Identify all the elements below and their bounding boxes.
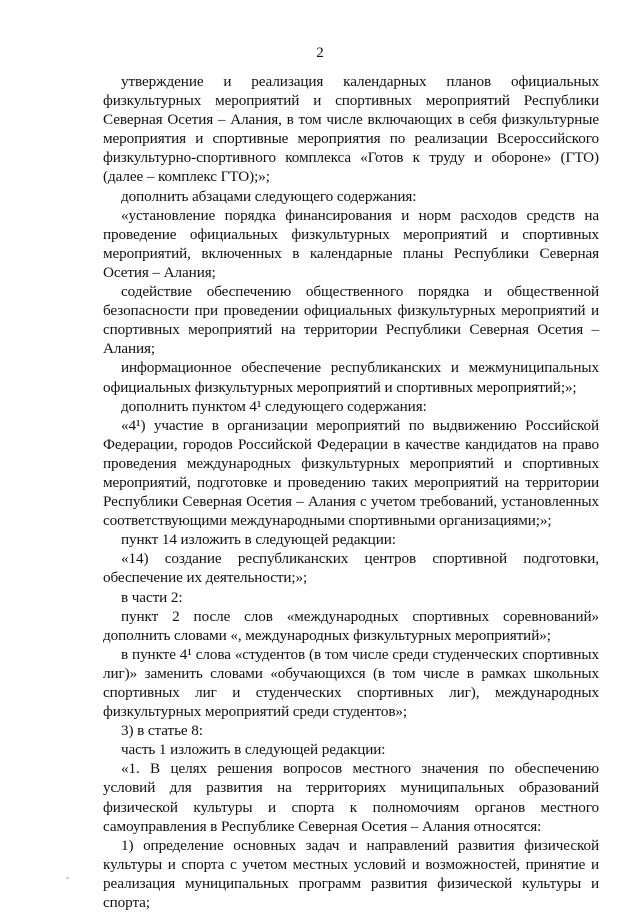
page-number: 2 (316, 45, 324, 61)
document-body (103, 72, 599, 912)
paragraph-add-item-4-1-intro: дополнить пунктом 4¹ следующего содержания: (121, 397, 427, 415)
paragraph-public-order: содействие обеспечению общественного порядка и общественной безопасности при проведении официальных физкультурных мероприятий и спортивных мероприятий на территории Республики Северная Осетия – Алания; (103, 283, 599, 358)
paragraph-part-2-item-2: пункт 2 после слов «международных спортивных соревнований» дополнить словами «, международных физкультурных мероприятий»; (103, 607, 599, 644)
paragraph-article-8-heading: 3) в статье 8: (121, 722, 203, 740)
paragraph-gto-calendar-plans: утверждение и реализация календарных планов официальных физкультурных мероприятий и спортивных мероприятий Республики Северная Осетия – Алания, в том числе включающих в себя физкультурные мероприятия и спортивные мероприятия по реализации Всероссийского физкультурно-спортивного комплекса «Готов к труду и обороне» (ГТО) (далее – комплекс ГТО);»; (103, 73, 599, 186)
paragraph-item-14-intro: пункт 14 изложить в следующей редакции: (121, 531, 396, 549)
paragraph-financing-procedure: «установление порядка финансирования и норм расходов средств на проведение официальных физкультурных мероприятий и спортивных мероприятий, включенных в календарные планы Республики Северная Осетия – Алания; (103, 206, 599, 281)
paragraph-local-government-powers: «1. В целях решения вопросов местного значения по обеспечению условий для развития на территориях муниципальных образований физической культуры и спорта к полномочиям органов местного самоуправления в Республике Северная Осетия – Алания относятся: (103, 760, 599, 835)
paragraph-item-14: «14) создание республиканских центров спортивной подготовки, обеспечение их деятельности;»; (103, 550, 599, 587)
paragraph-item-4-1: «4¹) участие в организации мероприятий по выдвижению Российской Федерации, городов Российской Федерации в качестве кандидатов на право проведения международных физкультурных мероприятий и спортивных мероприятий, подготовке и проведению таких мероприятий на территории Республики Северная Осетия – Алания с учетом требований, установленных соответствующими международными спортивными организациями;»; (103, 416, 599, 530)
paragraph-add-clauses-intro: дополнить абзацами следующего содержания: (121, 187, 417, 205)
scan-artifact (66, 877, 69, 879)
paragraph-part-2-item-4-1: в пункте 4¹ слова «студентов (в том числе среди студенческих спортивных лиг)» заменить словами «обучающихся (в том числе в рамках школьных спортивных лиг и студенческих спортивных лиг), международных физкультурных мероприятий среди студентов»; (103, 645, 599, 721)
paragraph-part-2-intro: в части 2: (121, 588, 183, 606)
paragraph-main-tasks: 1) определение основных задач и направлений развития физической культуры и спорта с учетом местных условий и возможностей, принятие и реализация муниципальных программ развития физической культуры и спорта; (103, 836, 599, 912)
paragraph-information-support: информационное обеспечение республиканских и межмуниципальных официальных физкультурных мероприятий и спортивных мероприятий;»; (103, 359, 599, 396)
paragraph-part-1-intro: часть 1 изложить в следующей редакции: (121, 741, 386, 759)
